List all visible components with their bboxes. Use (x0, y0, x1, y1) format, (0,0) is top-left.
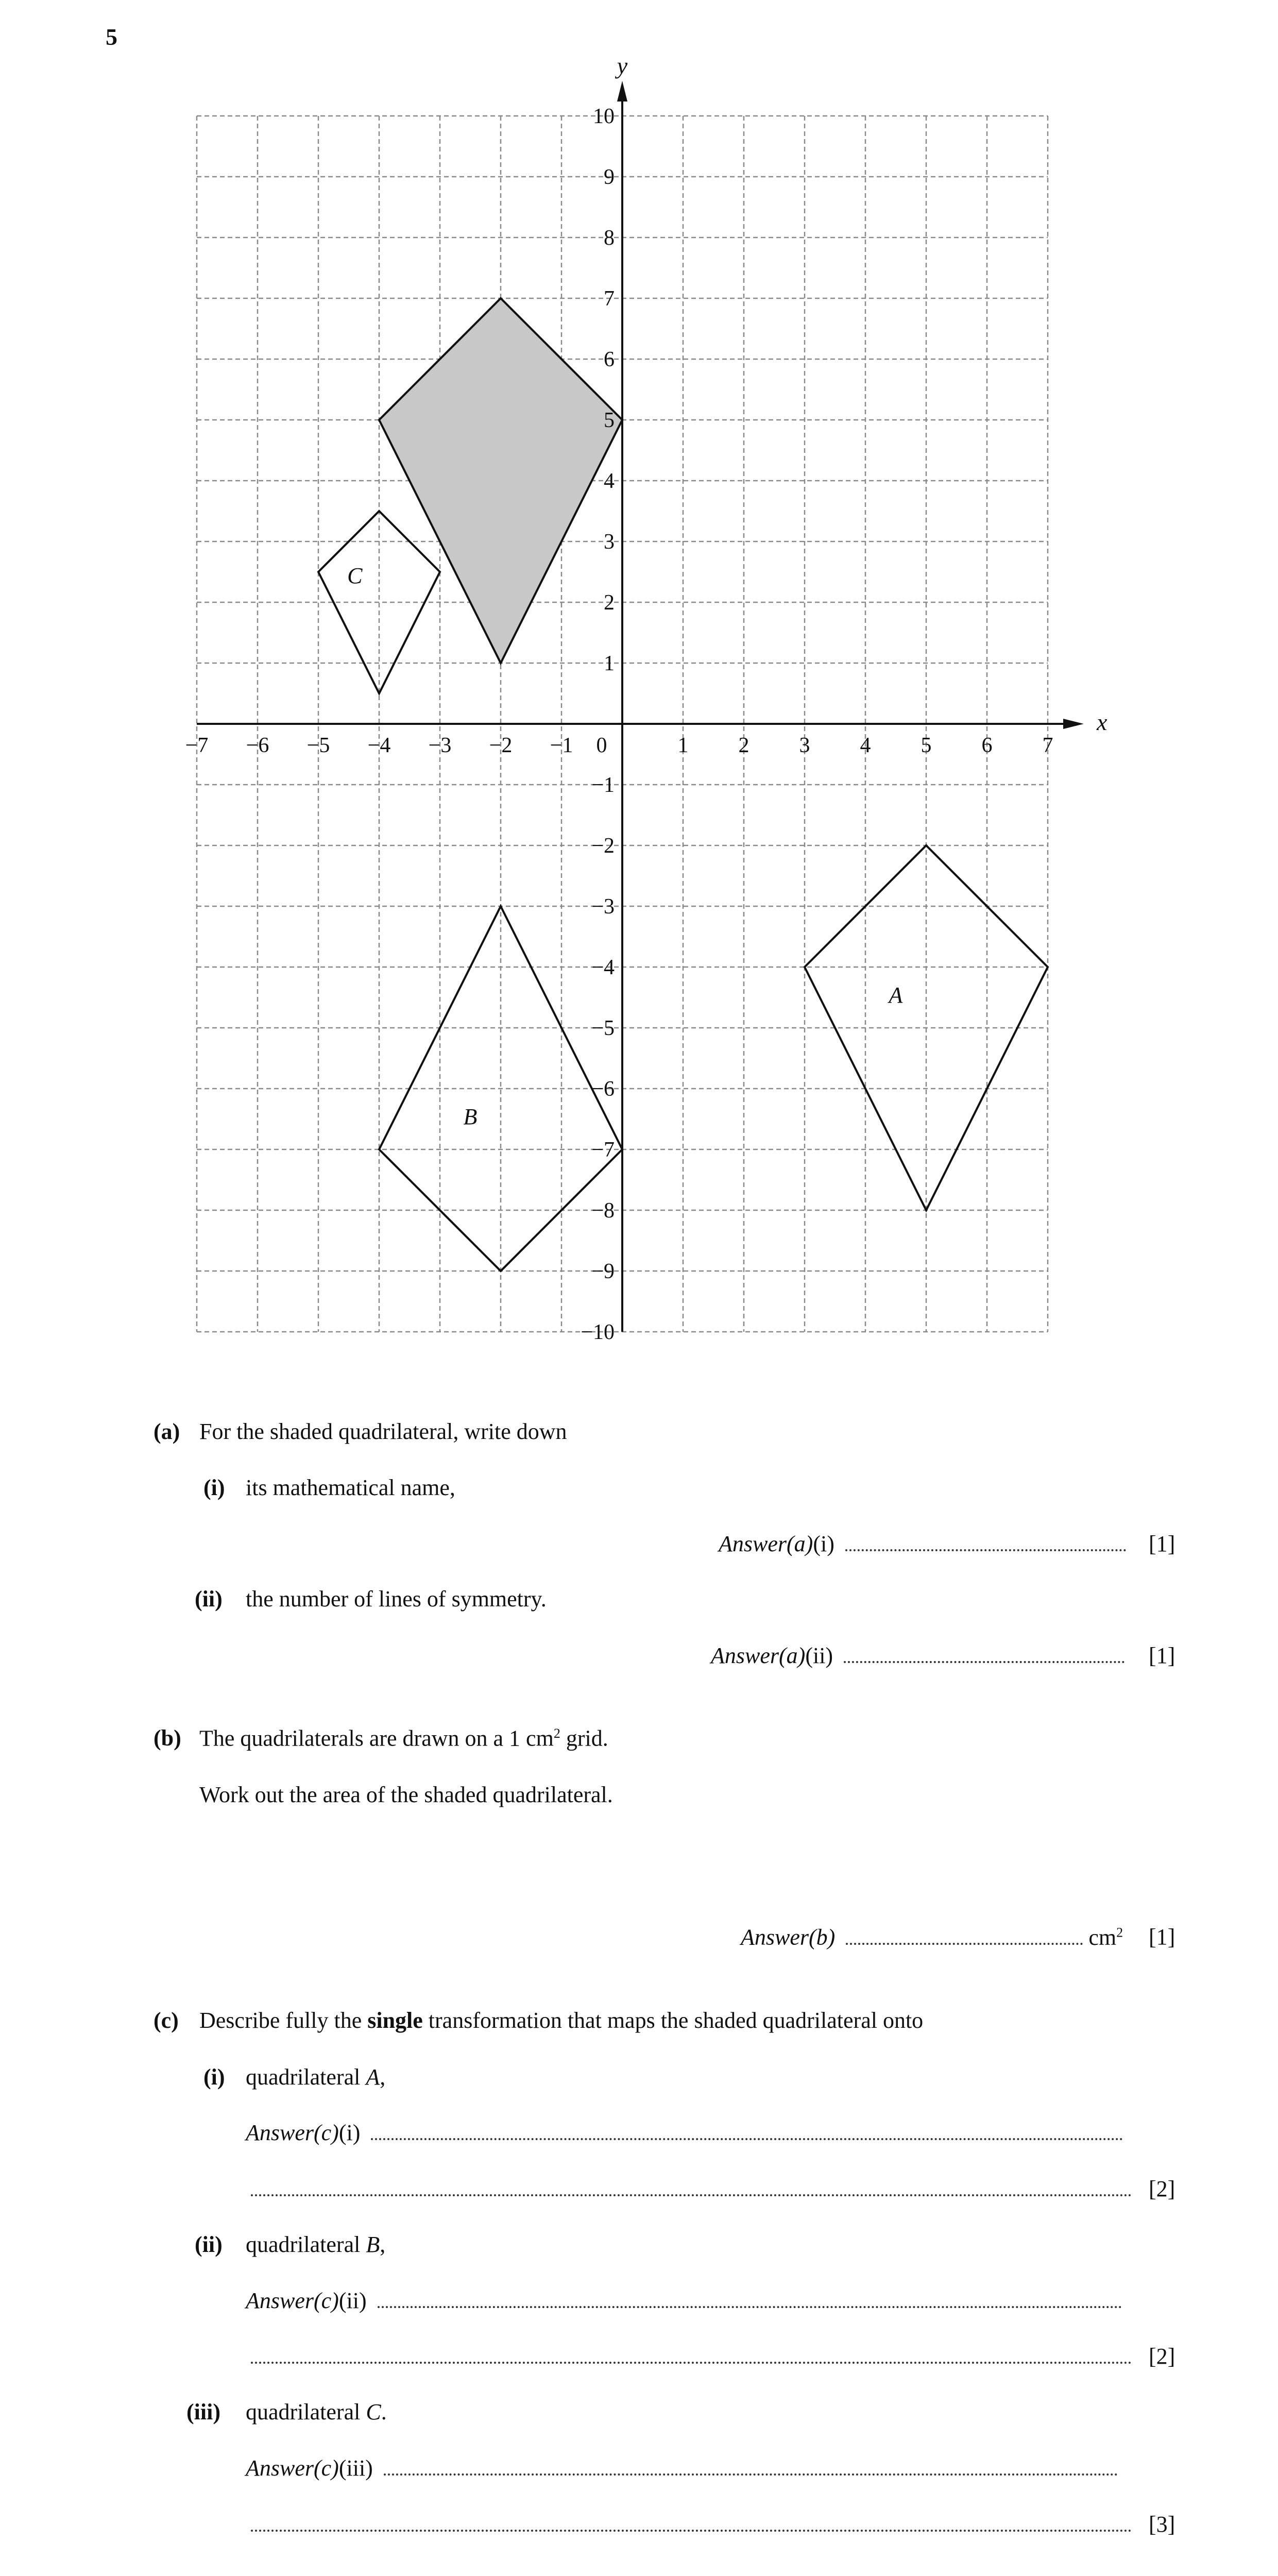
part-c-i-text: quadrilateral A, (246, 2064, 386, 2090)
answer-dotted-line[interactable] (251, 2515, 1132, 2532)
answer-dotted-line[interactable] (371, 2124, 1123, 2140)
x-tick-label: 7 (1042, 734, 1053, 757)
x-tick-label: −3 (428, 734, 452, 757)
y-tick-label: 6 (604, 348, 615, 371)
y-tick-label: −6 (591, 1077, 615, 1101)
answer-dotted-line[interactable] (844, 1647, 1124, 1663)
x-axis-label: x (1097, 709, 1107, 735)
x-tick-label: 3 (799, 734, 810, 757)
y-tick-label: 3 (604, 530, 615, 554)
answer-suffix: (ii) (338, 2288, 367, 2313)
x-tick-label: −1 (550, 734, 573, 757)
mark-a-ii: [1] (1149, 1643, 1175, 1668)
shaded-quadrilateral (379, 298, 622, 663)
answer-c-iii-line2[interactable] (251, 2513, 1132, 2536)
mark-c-iii: [3] (1149, 2512, 1175, 2537)
y-tick-label: −4 (591, 956, 615, 979)
answer-c-ii[interactable] (246, 2290, 1122, 2312)
x-tick-label: 6 (981, 734, 993, 757)
part-b-text2: Work out the area of the shaded quadrilateral. (199, 1782, 613, 1807)
x-tick-label: 2 (738, 734, 749, 757)
x-axis-arrow (1063, 719, 1084, 729)
y-tick-label: 5 (604, 409, 615, 432)
part-a-ii-text: the number of lines of symmetry. (246, 1586, 547, 1612)
part-c-iii-text: quadrilateral C. (246, 2399, 387, 2425)
part-c-ii-label: (ii) (195, 2232, 223, 2257)
answer-suffix: (iii) (338, 2455, 373, 2481)
y-axis-arrow (617, 81, 627, 101)
answer-prefix: Answer(c) (246, 2288, 339, 2313)
answer-a-i[interactable] (719, 1533, 1126, 1555)
answer-c-ii-line2[interactable] (251, 2345, 1132, 2368)
part-a-i-label: (i) (203, 1475, 225, 1500)
answer-prefix: Answer(a) (711, 1643, 806, 1668)
answer-a-ii[interactable] (711, 1645, 1124, 1667)
answer-suffix: (ii) (805, 1643, 833, 1668)
answer-dotted-line[interactable] (384, 2459, 1118, 2476)
answer-prefix: Answer(c) (246, 2455, 339, 2481)
answer-c-i-line2[interactable] (251, 2178, 1132, 2200)
x-tick-label: −7 (185, 734, 209, 757)
x-tick-label: 0 (596, 734, 607, 757)
x-tick-label: 4 (860, 734, 871, 757)
y-tick-label: −10 (581, 1320, 615, 1344)
y-tick-label: 2 (604, 591, 615, 615)
mark-c-i: [2] (1149, 2176, 1175, 2201)
answer-dotted-line[interactable] (378, 2292, 1122, 2308)
y-tick-label: −7 (591, 1138, 615, 1162)
y-tick-label: 9 (604, 165, 615, 189)
question-number: 5 (106, 24, 117, 50)
answer-dotted-line[interactable] (251, 2180, 1132, 2196)
shape-label-c: C (347, 563, 363, 588)
y-tick-label: 8 (604, 226, 615, 250)
y-tick-label: 7 (604, 287, 615, 311)
x-tick-label: −4 (367, 734, 391, 757)
x-tick-label: 1 (677, 734, 689, 757)
part-c-ii-text: quadrilateral B, (246, 2232, 386, 2257)
part-a-text: For the shaded quadrilateral, write down (199, 1419, 567, 1444)
axes (197, 53, 1107, 1332)
answer-suffix: (i) (813, 1531, 834, 1556)
answer-prefix: Answer(a) (719, 1531, 813, 1556)
mark-b: [1] (1149, 1924, 1175, 1950)
part-b-label: (b) (154, 1725, 181, 1751)
y-tick-label: 10 (593, 105, 615, 128)
y-tick-label: −1 (591, 773, 615, 797)
shape-label-a: A (889, 982, 903, 1008)
answer-c-i[interactable] (246, 2122, 1123, 2144)
x-tick-label: −6 (246, 734, 269, 757)
answer-prefix: Answer(c) (246, 2120, 339, 2145)
answer-unit: $cm^2$ (1088, 1924, 1123, 1950)
part-c-label: (c) (154, 2008, 179, 2033)
mark-c-ii: [2] (1149, 2344, 1175, 2369)
answer-b[interactable] (741, 1926, 1123, 1949)
part-c-text: Describe fully the single transformation that maps the shaded quadrilateral onto (199, 2008, 924, 2033)
answer-dotted-line[interactable] (251, 2347, 1132, 2364)
shape-label-b: B (463, 1104, 478, 1130)
y-axis-label: y (617, 53, 628, 79)
mark-a-i: [1] (1149, 1531, 1175, 1556)
y-tick-label: 1 (604, 652, 615, 675)
answer-dotted-line[interactable] (846, 1928, 1083, 1945)
part-a-label: (a) (154, 1419, 180, 1444)
y-tick-label: −8 (591, 1199, 615, 1223)
part-a-ii-label: (ii) (195, 1586, 223, 1612)
part-c-iii-label: (iii) (186, 2399, 220, 2425)
part-c-i-label: (i) (203, 2064, 225, 2090)
part-a-i-text: its mathematical name, (246, 1475, 455, 1500)
y-tick-label: −9 (591, 1260, 615, 1283)
y-tick-label: 4 (604, 469, 615, 493)
x-tick-label: 5 (921, 734, 932, 757)
y-tick-label: −3 (591, 895, 615, 919)
answer-suffix: (i) (338, 2120, 361, 2145)
answer-dotted-line[interactable] (845, 1535, 1126, 1551)
part-b-text1: The quadrilaterals are drawn on a 1 $cm^2$ grid. (199, 1725, 608, 1751)
answer-c-iii[interactable] (246, 2457, 1118, 2480)
x-tick-label: −5 (306, 734, 330, 757)
x-tick-label: −2 (489, 734, 513, 757)
y-tick-label: −5 (591, 1016, 615, 1040)
answer-prefix: Answer(b) (741, 1924, 836, 1950)
y-tick-label: −2 (591, 834, 615, 858)
